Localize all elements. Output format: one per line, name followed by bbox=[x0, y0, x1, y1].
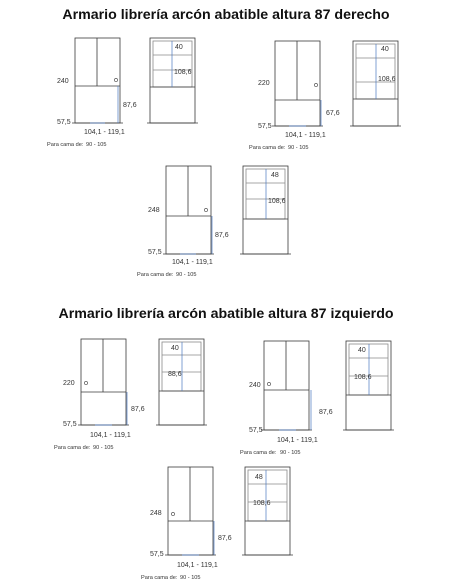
shelf-top-label: 40 bbox=[175, 44, 183, 51]
bottom-height-label: 57,5 bbox=[57, 119, 71, 126]
bottom-height-label: 57,5 bbox=[249, 427, 263, 434]
shelf-mid-label: 108,6 bbox=[253, 500, 271, 507]
bed-sizes: 90 - 105 bbox=[86, 142, 107, 148]
width-label: 104,1 - 119,1 bbox=[285, 132, 326, 139]
bed-sizes: 90 - 105 bbox=[176, 272, 197, 278]
total-height-label: 220 bbox=[258, 80, 270, 87]
front-height-label: 67,6 bbox=[326, 110, 340, 117]
bed-label: Para cama de: bbox=[137, 272, 174, 278]
bottom-height-label: 57,5 bbox=[63, 421, 77, 428]
total-height-label: 240 bbox=[249, 382, 261, 389]
front-height-label: 87,6 bbox=[123, 102, 137, 109]
bed-label: Para cama de: bbox=[141, 575, 178, 581]
total-height-label: 240 bbox=[57, 78, 69, 85]
shelf-mid-label: 108,6 bbox=[378, 76, 396, 83]
bed-sizes: 90 - 105 bbox=[180, 575, 201, 581]
bottom-height-label: 57,5 bbox=[148, 249, 162, 256]
shelf-mid-label: 88,6 bbox=[168, 371, 182, 378]
shelf-mid-label: 108,6 bbox=[268, 198, 286, 205]
width-label: 104,1 - 119,1 bbox=[90, 432, 131, 439]
shelf-top-label: 40 bbox=[381, 46, 389, 53]
shelf-mid-label: 108,6 bbox=[174, 69, 192, 76]
bed-label: Para cama de: bbox=[249, 145, 286, 151]
bed-label: Para cama de: bbox=[240, 450, 277, 456]
bed-label: Para cama de: bbox=[47, 142, 84, 148]
front-height-label: 87,6 bbox=[131, 406, 145, 413]
total-height-label: 220 bbox=[63, 380, 75, 387]
shelf-top-label: 48 bbox=[255, 474, 263, 481]
total-height-label: 248 bbox=[148, 207, 160, 214]
shelf-top-label: 48 bbox=[271, 172, 279, 179]
bed-label: Para cama de: bbox=[54, 445, 91, 451]
section-title-izquierdo: Armario librería arcón abatible altura 87 izquierdo bbox=[58, 306, 394, 322]
bed-sizes: 90 - 105 bbox=[93, 445, 114, 451]
section-title-derecho: Armario librería arcón abatible altura 87 derecho bbox=[62, 7, 390, 23]
front-height-label: 87,6 bbox=[215, 232, 229, 239]
width-label: 104,1 - 119,1 bbox=[277, 437, 318, 444]
shelf-mid-label: 108,6 bbox=[354, 374, 372, 381]
front-height-label: 87,6 bbox=[319, 409, 333, 416]
bottom-height-label: 57,5 bbox=[150, 551, 164, 558]
width-label: 104,1 - 119,1 bbox=[177, 562, 218, 569]
bed-sizes: 90 - 105 bbox=[280, 450, 301, 456]
bottom-height-label: 57,5 bbox=[258, 123, 272, 130]
width-label: 104,1 - 119,1 bbox=[172, 259, 213, 266]
front-height-label: 87,6 bbox=[218, 535, 232, 542]
shelf-top-label: 40 bbox=[358, 347, 366, 354]
width-label: 104,1 - 119,1 bbox=[84, 129, 125, 136]
total-height-label: 248 bbox=[150, 510, 162, 517]
shelf-top-label: 40 bbox=[171, 345, 179, 352]
bed-sizes: 90 - 105 bbox=[288, 145, 309, 151]
